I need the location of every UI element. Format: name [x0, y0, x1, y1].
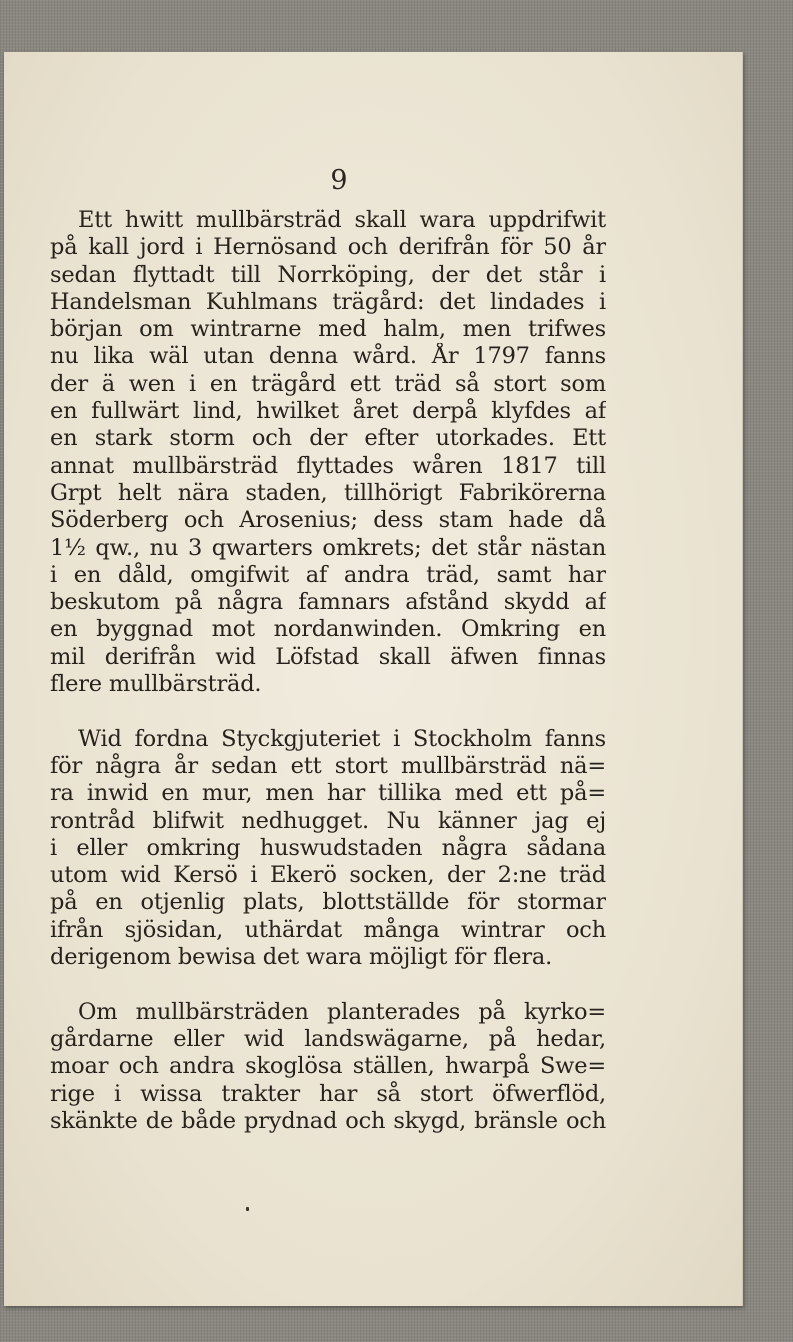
text-line: i en dåld, omgifwit af andra träd, samt har — [50, 561, 606, 588]
text-line: ifrån sjösidan, uthärdat många wintrar och — [50, 916, 606, 943]
text-line: derigenom bewisa det wara möjligt för flera. — [50, 944, 553, 971]
paragraph — [50, 726, 606, 972]
text-line: en byggnad mot nordanwinden. Omkring en — [50, 616, 606, 643]
page-number: 9 — [330, 165, 348, 196]
text-line: början om wintrarne med halm, men trifwes — [50, 316, 606, 343]
text-line: der ä wen i en trägård ett träd så stort som — [50, 370, 606, 397]
text-line: Söderberg och Arosenius; dess stam hade då — [50, 507, 606, 534]
text-line: beskutom på några famnars afstånd skydd af — [50, 589, 606, 616]
text-line: nu lika wäl utan denna wård. År 1797 fanns — [50, 343, 606, 370]
text-line: i eller omkring huswudstaden några sådana — [50, 834, 606, 861]
text-line: rontråd blifwit nedhugget. Nu känner jag ej — [50, 807, 606, 834]
text-line: på kall jord i Hernösand och derifrån för 50 år — [50, 234, 606, 261]
text-line: en fullwärt lind, hwilket året derpå klyfdes af — [50, 398, 606, 425]
text-line: ra inwid en mur, men har tillika med ett på= — [50, 780, 606, 807]
paragraph — [50, 999, 606, 1135]
text-line: Ett hwitt mullbärsträd skall wara uppdrifwit — [78, 207, 606, 233]
text-line: Grpt helt nära staden, tillhörigt Fabrikörerna — [50, 479, 606, 506]
text-line: 1½ qw., nu 3 qwarters omkrets; det står nästan — [50, 534, 606, 561]
page-text — [50, 207, 606, 1135]
text-line: flere mullbärsträd. — [50, 671, 262, 698]
paragraph — [50, 207, 606, 698]
text-line: annat mullbärsträd flyttades wåren 1817 till — [50, 452, 606, 479]
text-line: Handelsman Kuhlmans trägård: det lindades i — [50, 288, 606, 315]
text-line: på en otjenlig plats, blottställde för stormar — [50, 889, 606, 916]
text-line: Wid fordna Styckgjuteriet i Stockholm fanns — [78, 725, 606, 752]
ink-speck — [246, 1207, 249, 1211]
text-line: för några år sedan ett stort mullbärsträd nä= — [50, 752, 606, 779]
text-line: en stark storm och der efter utorkades. Ett — [50, 425, 606, 452]
text-line: mil derifrån wid Löfstad skall äfwen finnas — [50, 643, 606, 670]
paragraph-gap — [50, 698, 606, 725]
text-line: sedan flyttadt till Norrköping, der det står i — [50, 261, 606, 288]
text-line: rige i wissa trakter har så stort öfwerflöd, — [50, 1080, 606, 1107]
paragraph-gap — [50, 971, 606, 998]
text-line: utom wid Kersö i Ekerö socken, der 2:ne träd — [50, 862, 606, 889]
text-line: Om mullbärsträden planterades på kyrko= — [78, 998, 606, 1025]
text-line: skänkte de både prydnad och skygd, bränsle och — [50, 1107, 606, 1134]
text-line: gårdarne eller wid landswägarne, på hedar, — [50, 1025, 606, 1052]
text-line: moar och andra skoglösa ställen, hwarpå Swe= — [50, 1053, 606, 1080]
book-page — [4, 52, 743, 1306]
